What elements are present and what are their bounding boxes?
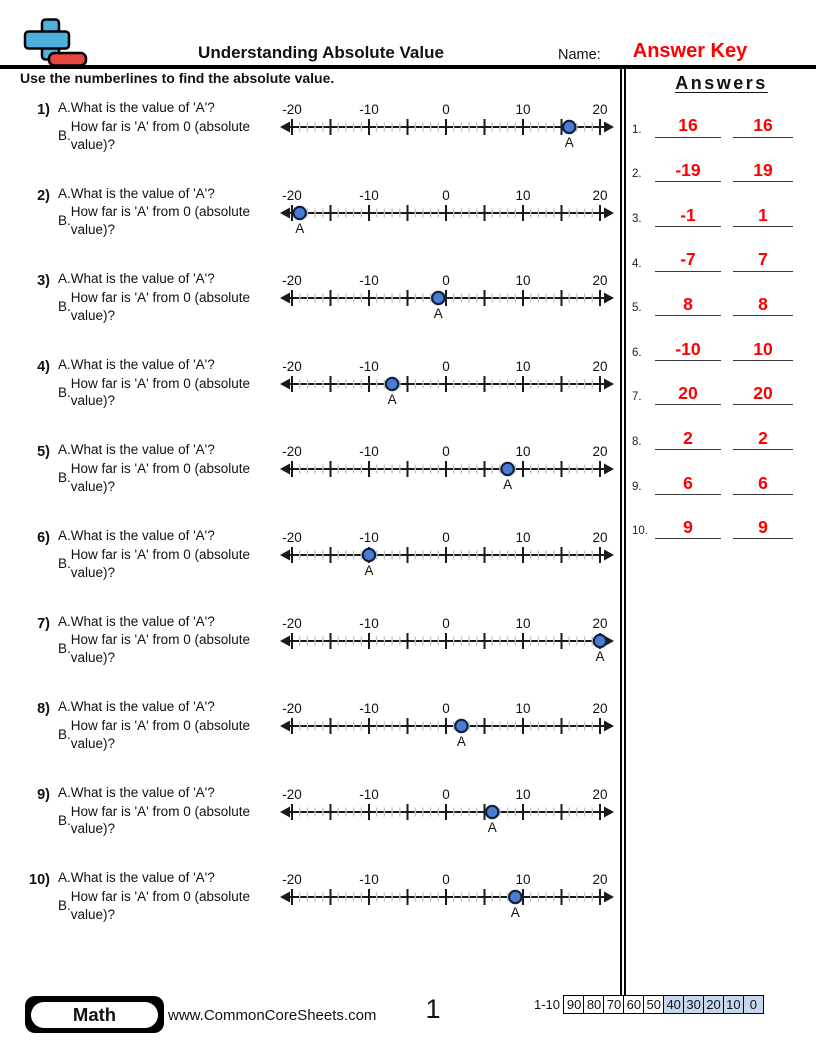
answers-list <box>627 93 816 539</box>
question-a-label: A. <box>58 442 71 458</box>
problem-number: 7) <box>37 615 50 632</box>
question-a-text: What is the value of 'A'? <box>70 613 215 629</box>
question-b-text: How far is 'A' from 0 (absolute value)? <box>70 803 250 837</box>
problem-row <box>20 697 618 783</box>
svg-text:-20: -20 <box>282 273 302 289</box>
svg-text:20: 20 <box>592 701 608 717</box>
question-b-label: B. <box>58 127 71 143</box>
question-a-label: A. <box>58 185 71 201</box>
question-b-text: How far is 'A' from 0 (absolute value)? <box>70 290 250 323</box>
question-b-text: How far is 'A' from 0 (absolute value)? <box>70 204 250 238</box>
answer-row <box>627 316 816 361</box>
svg-text:10: 10 <box>515 529 531 545</box>
svg-text:-10: -10 <box>359 615 379 631</box>
answer-value-a: 16 <box>655 116 721 137</box>
problem-row <box>20 440 618 526</box>
problem-questions <box>50 783 279 839</box>
svg-text:10: 10 <box>515 872 531 888</box>
problem-number: 1) <box>37 102 50 118</box>
svg-text:-20: -20 <box>282 187 302 203</box>
score-cell: 80 <box>583 995 605 1014</box>
score-strip <box>524 995 764 1014</box>
answer-value-b: 1 <box>733 206 793 227</box>
problem-number: 9) <box>37 786 50 803</box>
score-cell: 30 <box>683 995 705 1014</box>
question-b-label: B. <box>58 298 71 314</box>
answer-row <box>627 405 816 450</box>
question-b <box>58 717 279 753</box>
question-b <box>58 888 279 924</box>
header-rule <box>0 65 816 69</box>
svg-text:-10: -10 <box>359 358 379 374</box>
problem-row <box>20 269 618 355</box>
answer-row <box>627 138 816 183</box>
number-line <box>279 526 615 583</box>
problem-number: 8) <box>37 701 50 718</box>
question-b-text: How far is 'A' from 0 (absolute value)? <box>70 375 250 409</box>
question-a-text: What is the value of 'A'? <box>70 784 215 800</box>
score-cell: 70 <box>603 995 625 1014</box>
problem-number: 4) <box>37 358 50 375</box>
question-a <box>58 870 279 887</box>
problem-row <box>20 355 618 441</box>
question-b-label: B. <box>58 555 71 571</box>
minus-icon <box>49 53 86 66</box>
svg-text:-20: -20 <box>282 444 302 460</box>
svg-text:0: 0 <box>442 187 450 203</box>
svg-text:20: 20 <box>592 273 608 289</box>
question-b-label: B. <box>58 726 71 742</box>
question-a-label: A. <box>58 527 71 543</box>
score-cell: 10 <box>723 995 745 1014</box>
number-line <box>279 269 615 326</box>
problem-questions <box>50 612 279 668</box>
svg-text:10: 10 <box>515 701 531 717</box>
worksheet-title: Understanding Absolute Value <box>198 43 444 62</box>
question-a-label: A. <box>58 271 71 287</box>
svg-text:20: 20 <box>592 358 608 374</box>
problem-row <box>20 526 618 612</box>
svg-text:-20: -20 <box>282 701 302 717</box>
number-line <box>279 355 615 412</box>
question-a <box>58 186 279 203</box>
answer-row <box>627 93 816 138</box>
answer-number: 2. <box>632 168 642 181</box>
svg-text:-10: -10 <box>359 701 379 717</box>
number-line <box>279 440 615 497</box>
question-b-text: How far is 'A' from 0 (absolute value)? <box>70 718 250 751</box>
score-cell: 0 <box>743 995 765 1014</box>
svg-text:-10: -10 <box>359 786 379 802</box>
answer-value-b: 16 <box>733 116 793 137</box>
question-b <box>58 375 279 411</box>
answers-title: Answers <box>675 73 768 93</box>
question-a <box>58 528 279 545</box>
svg-text:A: A <box>387 391 397 407</box>
question-b <box>58 631 279 667</box>
question-a <box>58 614 279 631</box>
svg-text:A: A <box>295 220 305 236</box>
question-b-text: How far is 'A' from 0 (absolute value)? <box>70 461 250 495</box>
question-b <box>58 203 279 239</box>
question-b-text: How far is 'A' from 0 (absolute value)? <box>70 632 250 666</box>
problem-questions <box>50 440 279 496</box>
score-cell: 40 <box>663 995 685 1014</box>
question-a-text: What is the value of 'A'? <box>70 699 215 715</box>
question-a-label: A. <box>58 613 71 629</box>
answer-value-b: 7 <box>733 250 793 271</box>
number-line <box>279 783 615 840</box>
number-line <box>279 184 615 241</box>
svg-text:0: 0 <box>442 358 450 374</box>
problem-number: 6) <box>37 529 50 546</box>
score-cell: 50 <box>643 995 665 1014</box>
svg-text:-10: -10 <box>359 529 379 545</box>
problem-questions <box>50 269 279 325</box>
question-b-label: B. <box>58 213 71 229</box>
answer-value-a: -10 <box>655 340 721 361</box>
score-range-label: 1-10 <box>533 997 560 1012</box>
problem-row <box>20 612 618 698</box>
svg-text:-20: -20 <box>282 529 302 545</box>
problem-questions <box>50 184 279 240</box>
number-line <box>279 98 615 155</box>
problem-number: 3) <box>37 273 50 290</box>
question-b-label: B. <box>58 812 71 828</box>
question-a <box>58 271 279 288</box>
svg-text:10: 10 <box>515 187 531 203</box>
question-a <box>58 699 279 716</box>
svg-text:0: 0 <box>442 529 450 545</box>
svg-text:A: A <box>456 734 466 750</box>
svg-text:10: 10 <box>515 102 531 117</box>
svg-text:-10: -10 <box>359 872 379 888</box>
question-a-label: A. <box>58 784 71 800</box>
answer-value-a: 20 <box>655 384 721 405</box>
question-b <box>58 803 279 839</box>
svg-text:-20: -20 <box>282 872 302 888</box>
svg-text:20: 20 <box>592 872 608 888</box>
question-b-label: B. <box>58 384 71 400</box>
score-cell: 90 <box>563 995 585 1014</box>
question-b-text: How far is 'A' from 0 (absolute value)? <box>70 118 250 152</box>
svg-text:20: 20 <box>592 529 608 545</box>
question-a-text: What is the value of 'A'? <box>70 100 215 115</box>
question-a-label: A. <box>58 870 71 886</box>
question-a-text: What is the value of 'A'? <box>70 271 215 287</box>
svg-text:10: 10 <box>515 273 531 289</box>
svg-text:20: 20 <box>592 102 608 117</box>
question-a-text: What is the value of 'A'? <box>70 442 215 458</box>
question-a-text: What is the value of 'A'? <box>70 527 215 543</box>
svg-text:10: 10 <box>515 786 531 802</box>
svg-text:-10: -10 <box>359 273 379 289</box>
svg-text:A: A <box>564 135 574 150</box>
svg-text:-20: -20 <box>282 615 302 631</box>
answer-value-b: 2 <box>733 429 793 450</box>
problem-row <box>20 783 618 869</box>
question-b <box>58 289 279 325</box>
question-b <box>58 546 279 582</box>
question-b-text: How far is 'A' from 0 (absolute value)? <box>70 889 250 923</box>
svg-text:0: 0 <box>442 786 450 802</box>
question-b-label: B. <box>58 641 71 657</box>
problem-row <box>20 98 618 184</box>
svg-text:10: 10 <box>515 615 531 631</box>
svg-text:0: 0 <box>442 872 450 888</box>
question-a-text: What is the value of 'A'? <box>70 870 215 886</box>
answer-row <box>627 182 816 227</box>
question-a <box>58 442 279 459</box>
subject-badge <box>25 996 164 1033</box>
instructions-text: Use the numberlines to find the absolute value. <box>20 70 335 86</box>
answer-row <box>627 450 816 495</box>
answer-value-b: 9 <box>733 518 793 539</box>
website-url: www.CommonCoreSheets.com <box>168 1007 377 1024</box>
svg-text:20: 20 <box>592 615 608 631</box>
problem-number: 5) <box>37 444 50 461</box>
svg-text:20: 20 <box>592 786 608 802</box>
problem-questions <box>50 98 279 154</box>
problem-number: 10) <box>29 872 50 889</box>
svg-text:-10: -10 <box>359 444 379 460</box>
answer-row <box>627 495 816 540</box>
answer-value-b: 8 <box>733 295 793 316</box>
answer-number: 3. <box>632 212 642 225</box>
svg-text:A: A <box>487 819 497 835</box>
page-number: 1 <box>425 994 441 1024</box>
question-b <box>58 460 279 496</box>
number-line <box>279 697 615 754</box>
answer-value-a: -7 <box>655 250 721 271</box>
number-line <box>279 868 615 925</box>
answer-number: 6. <box>632 346 642 359</box>
subject-badge-label: Math <box>31 1002 158 1028</box>
name-value-answer-key: Answer Key <box>632 40 748 62</box>
answer-number: 5. <box>632 302 642 315</box>
svg-text:20: 20 <box>592 444 608 460</box>
svg-text:-20: -20 <box>282 358 302 374</box>
answer-row <box>627 361 816 406</box>
svg-text:-20: -20 <box>282 786 302 802</box>
question-a-text: What is the value of 'A'? <box>70 185 215 201</box>
answer-row <box>627 272 816 317</box>
svg-text:A: A <box>503 477 513 493</box>
answer-value-a: 6 <box>655 474 721 495</box>
answer-value-a: -1 <box>655 206 721 227</box>
svg-text:0: 0 <box>442 102 450 117</box>
svg-text:0: 0 <box>442 273 450 289</box>
problem-row <box>20 184 618 270</box>
answer-number: 4. <box>632 257 642 270</box>
svg-text:A: A <box>510 905 520 921</box>
question-a-label: A. <box>58 356 71 372</box>
question-a-label: A. <box>58 699 71 715</box>
answer-value-a: 9 <box>655 518 721 539</box>
answer-number: 10. <box>632 525 648 538</box>
question-a <box>58 100 279 117</box>
answer-number: 1. <box>632 123 642 136</box>
problem-questions <box>50 355 279 411</box>
question-b-text: How far is 'A' from 0 (absolute value)? <box>70 546 250 580</box>
question-b-label: B. <box>58 898 71 914</box>
svg-text:0: 0 <box>442 444 450 460</box>
answer-value-b: 6 <box>733 474 793 495</box>
question-b <box>58 118 279 154</box>
answer-value-b: 10 <box>733 340 793 361</box>
problem-number: 2) <box>37 187 50 204</box>
answer-value-b: 20 <box>733 384 793 405</box>
svg-text:10: 10 <box>515 358 531 374</box>
problem-questions <box>50 526 279 582</box>
problems-list <box>20 98 618 954</box>
problem-questions <box>50 697 279 753</box>
commoncoresheets-logo <box>22 18 88 66</box>
question-a <box>58 357 279 374</box>
svg-text:10: 10 <box>515 444 531 460</box>
number-line <box>279 612 615 669</box>
answer-row <box>627 227 816 272</box>
score-cell: 60 <box>623 995 645 1014</box>
answer-value-a: 2 <box>655 429 721 450</box>
question-a-label: A. <box>58 100 71 115</box>
answer-value-b: 19 <box>733 161 793 182</box>
svg-text:-20: -20 <box>282 102 302 117</box>
answer-value-a: 8 <box>655 295 721 316</box>
svg-text:A: A <box>595 648 605 664</box>
answer-number: 9. <box>632 480 642 493</box>
question-a <box>58 785 279 802</box>
name-label: Name: <box>558 47 601 63</box>
svg-text:20: 20 <box>592 187 608 203</box>
answer-value-a: -19 <box>655 161 721 182</box>
svg-text:0: 0 <box>442 701 450 717</box>
answer-number: 8. <box>632 436 642 449</box>
svg-text:-10: -10 <box>359 187 379 203</box>
answers-divider <box>620 67 626 995</box>
problem-questions <box>50 868 279 924</box>
question-a-text: What is the value of 'A'? <box>70 356 215 372</box>
svg-text:A: A <box>433 306 443 322</box>
problem-row <box>20 868 618 954</box>
score-cell: 20 <box>703 995 725 1014</box>
svg-text:0: 0 <box>442 615 450 631</box>
svg-text:A: A <box>364 562 374 578</box>
answer-number: 7. <box>632 391 642 404</box>
svg-text:-10: -10 <box>359 102 379 117</box>
question-b-label: B. <box>58 470 71 486</box>
